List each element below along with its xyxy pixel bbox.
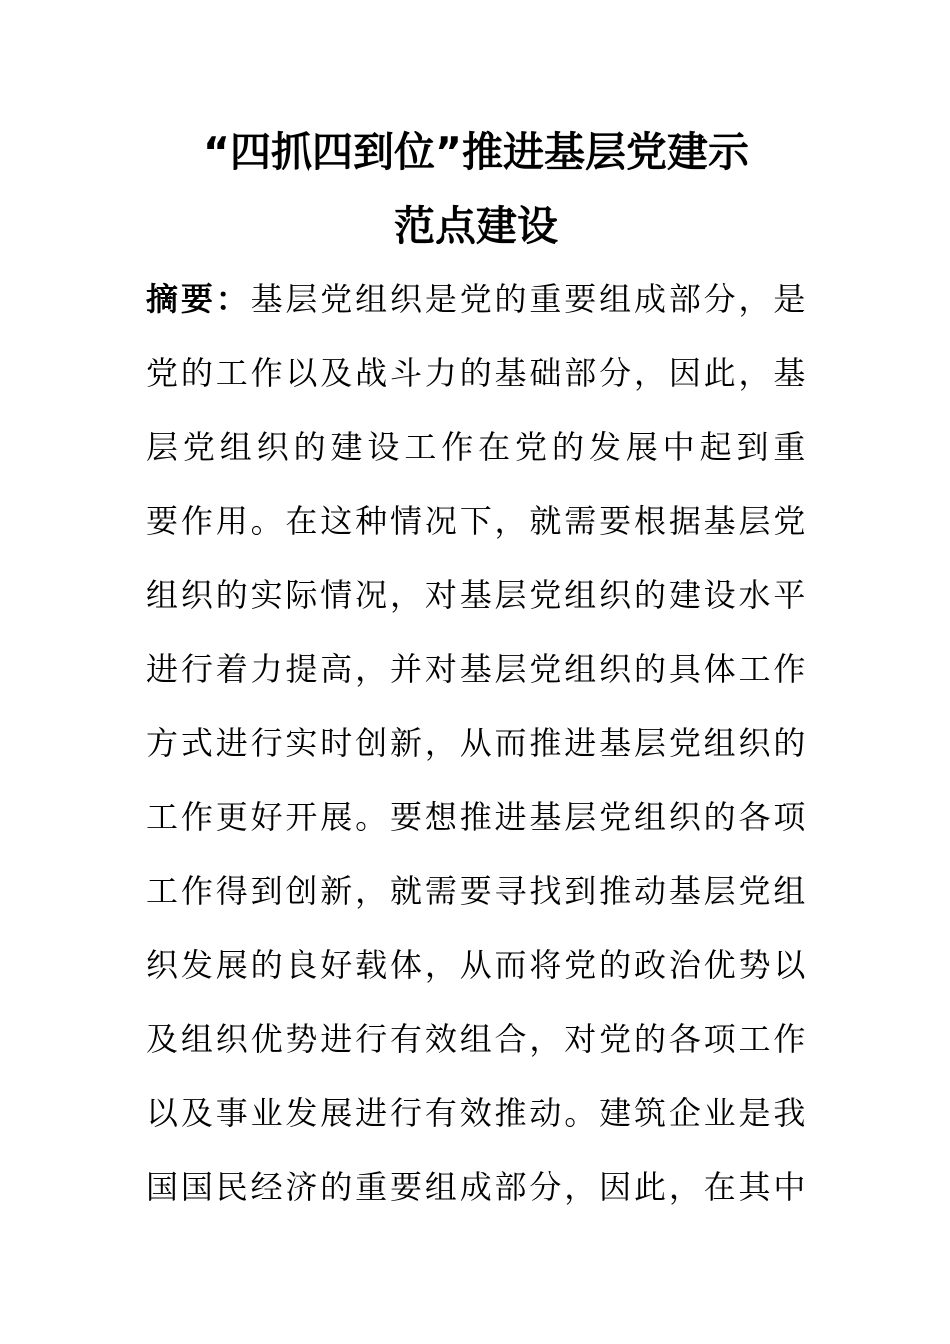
abstract-paragraph-line-8: 工作更好开展。要想推进基层党组织的各项	[146, 798, 806, 836]
abstract-paragraph-line-6: 进行着力提高，并对基层党组织的具体工作	[146, 650, 806, 688]
abstract-paragraph-line-1	[146, 262, 806, 336]
document-title-line-2: 范点建设	[394, 202, 558, 250]
abstract-label: 摘要：	[146, 280, 251, 318]
abstract-paragraph-line-13: 国国民经济的重要组成部分，因此，在其中	[146, 1168, 806, 1206]
abstract-paragraph-line-5: 组织的实际情况，对基层党组织的建设水平	[146, 576, 806, 614]
abstract-paragraph-line-3: 层党组织的建设工作在党的发展中起到重	[146, 428, 806, 466]
abstract-paragraph-line-12: 以及事业发展进行有效推动。建筑企业是我	[146, 1094, 806, 1132]
abstract-text: 基层党组织是党的重要组成部分，是	[250, 280, 806, 318]
abstract-paragraph-line-2: 党的工作以及战斗力的基础部分，因此，基	[146, 354, 806, 392]
document-title-line-1: “四抓四到位”推进基层党建示	[203, 128, 749, 176]
abstract-paragraph-line-7: 方式进行实时创新，从而推进基层党组织的	[146, 724, 806, 762]
abstract-paragraph-line-10: 织发展的良好载体，从而将党的政治优势以	[146, 946, 806, 984]
abstract-paragraph-line-4: 要作用。在这种情况下，就需要根据基层党	[146, 502, 806, 540]
abstract-paragraph-line-11: 及组织优势进行有效组合，对党的各项工作	[146, 1020, 806, 1058]
abstract-paragraph-line-9: 工作得到创新，就需要寻找到推动基层党组	[146, 872, 806, 910]
